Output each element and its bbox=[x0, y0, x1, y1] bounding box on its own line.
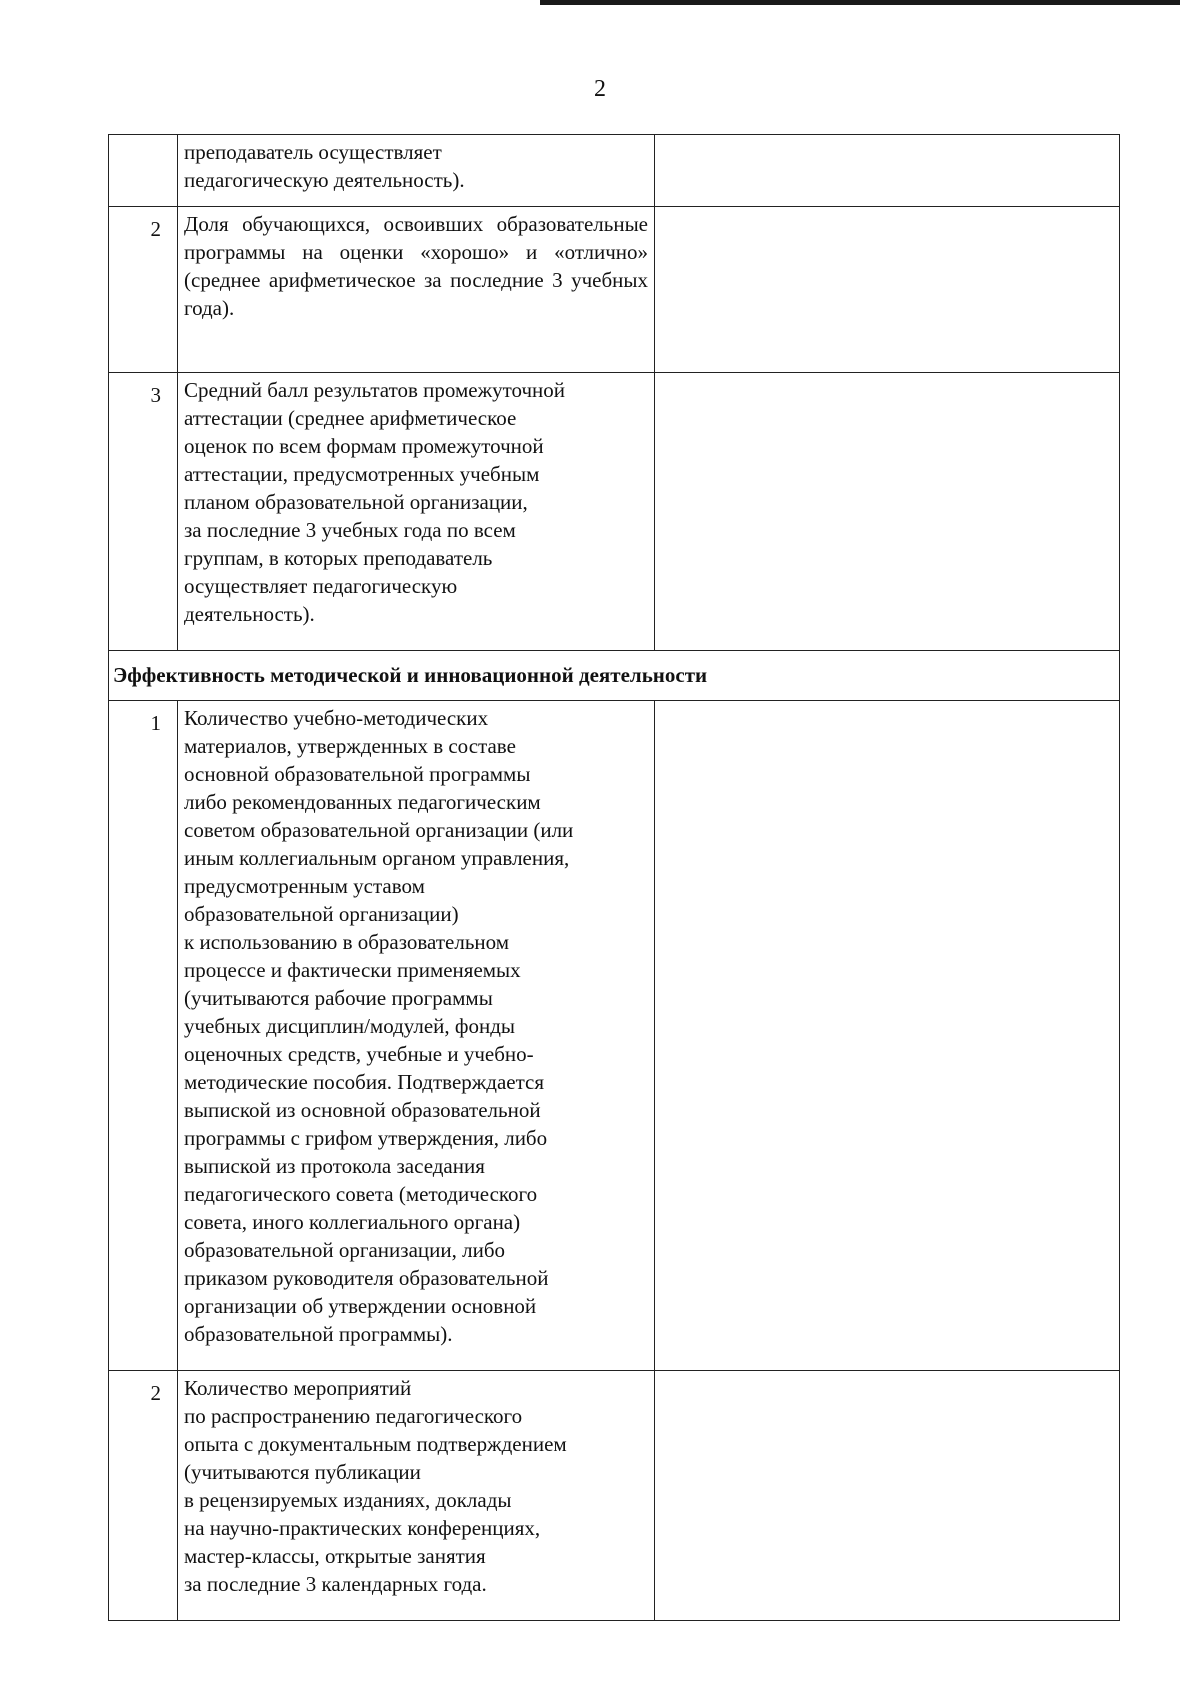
scan-edge-line bbox=[540, 0, 1180, 5]
value-cell bbox=[655, 701, 1120, 1371]
row-description: Средний балл результатов промежуточной аттестации (среднее арифметическое оценок по всем формам промежуточной аттестации, предусмотренных учебным планом образовательной организации, за последние 3 учебных года по всем группам, в которых преподаватель осуществляет педагогическую деятельность). bbox=[178, 373, 655, 651]
value-cell bbox=[655, 1371, 1120, 1621]
row-number: 2 bbox=[109, 207, 178, 373]
table-row bbox=[109, 1371, 1120, 1621]
table-row bbox=[109, 373, 1120, 651]
row-description: Доля обучающихся, освоивших образовательные программы на оценки «хорошо» и «отлично» (среднее арифметическое за последние 3 учебных года). bbox=[178, 207, 655, 373]
row-description: Количество учебно-методических материалов, утвержденных в составе основной образовательной программы либо рекомендованных педагогическим советом образовательной организации (или иным коллегиальным органом управления, предусмотренным уставом образовательной организации) к использованию в образовательном процессе и фактически применяемых (учитываются рабочие программы учебных дисциплин/модулей, фонды оценочных средств, учебные и учебно- методические пособия. Подтверждается выпиской из основной образовательной программы с грифом утверждения, либо выпиской из протокола заседания педагогического совета (методического совета, иного коллегиального органа) образовательной организации, либо приказом руководителя образовательной организации об утверждении основной образовательной программы). bbox=[178, 701, 655, 1371]
table-row bbox=[109, 135, 1120, 207]
table-row bbox=[109, 701, 1120, 1371]
row-number: 1 bbox=[109, 701, 178, 1371]
row-number: 2 bbox=[109, 1371, 178, 1621]
value-cell bbox=[655, 135, 1120, 207]
row-description: преподаватель осуществляет педагогическую деятельность). bbox=[178, 135, 655, 207]
value-cell bbox=[655, 373, 1120, 651]
section-title: Эффективность методической и инновационной деятельности bbox=[109, 651, 1120, 701]
criteria-table bbox=[108, 134, 1120, 1621]
table-row bbox=[109, 207, 1120, 373]
row-number bbox=[109, 135, 178, 207]
row-description: Количество мероприятий по распространению педагогического опыта с документальным подтверждением (учитываются публикации в рецензируемых изданиях, доклады на научно-практических конференциях, мастер-классы, открытые занятия за последние 3 календарных года. bbox=[178, 1371, 655, 1621]
value-cell bbox=[655, 207, 1120, 373]
page-number: 2 bbox=[594, 76, 606, 102]
row-number: 3 bbox=[109, 373, 178, 651]
section-header-row bbox=[109, 651, 1120, 701]
